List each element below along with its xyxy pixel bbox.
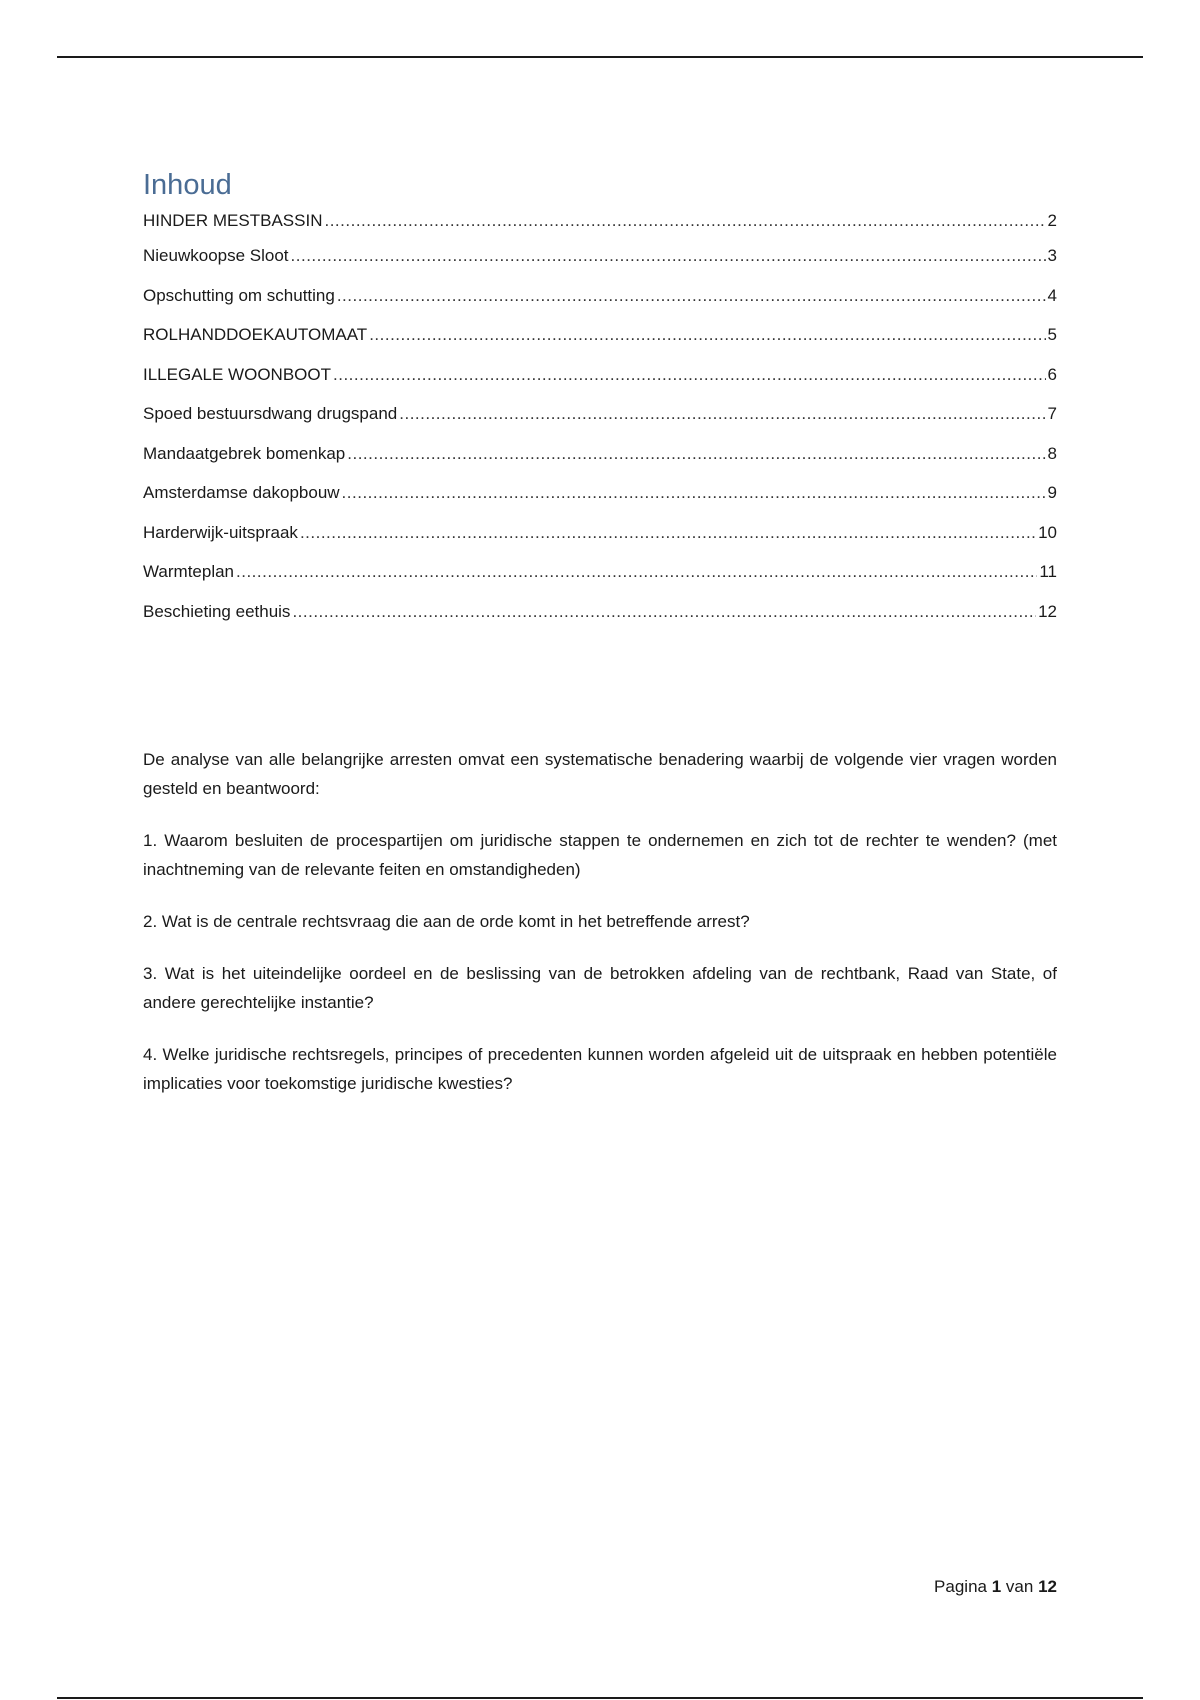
toc-entry-page: 4	[1047, 285, 1057, 305]
toc-entry-page: 3	[1047, 246, 1057, 265]
toc-leader-dots	[369, 315, 1045, 355]
toc-entry-label: Nieuwkoopse Sloot	[143, 246, 289, 265]
toc-entry-page: 10	[1038, 522, 1057, 542]
footer-current-page: 1	[991, 1577, 1002, 1596]
question-1: 1. Waarom besluiten de procespartijen om juridische stappen te ondernemen en zich tot de rechter te wenden? (met inachtneming van de relevante feiten en omstandigheden)	[143, 831, 1057, 879]
toc-leader-dots	[337, 276, 1046, 316]
toc-entry-label: Warmteplan	[143, 562, 235, 581]
page-number-footer	[934, 1577, 1057, 1597]
toc-entry[interactable]	[143, 592, 1057, 632]
toc-entry-label: Beschieting eethuis	[143, 601, 291, 621]
toc-entry[interactable]	[143, 315, 1057, 355]
footer-prefix: Pagina	[934, 1577, 987, 1596]
toc-list	[143, 206, 1057, 631]
footer-rule	[57, 1697, 1143, 1699]
toc-leader-dots	[300, 513, 1036, 553]
toc-leader-dots	[333, 355, 1046, 395]
toc-entry-page: 2	[1047, 211, 1057, 230]
question-3: 3. Wat is het uiteindelijke oordeel en de beslissing van de betrokken afdeling van de rechtbank, Raad van State, of andere gerechtelijke instantie?	[143, 964, 1057, 1012]
toc-leader-dots	[236, 552, 1037, 592]
toc-leader-dots	[347, 434, 1045, 474]
toc-entry-page: 9	[1047, 483, 1057, 502]
toc-entry-label: Spoed bestuursdwang drugspand	[143, 404, 398, 423]
toc-leader-dots	[292, 592, 1036, 632]
toc-entry-label: Harderwijk-uitspraak	[143, 522, 298, 542]
toc-entry-label: Mandaatgebrek bomenkap	[143, 443, 346, 463]
intro-text	[143, 745, 1057, 1121]
toc-entry[interactable]	[143, 473, 1057, 513]
question-2: 2. Wat is de centrale rechtsvraag die aan de orde komt in het betreffende arrest?	[143, 912, 750, 931]
footer-total-pages: 12	[1038, 1577, 1057, 1596]
toc-entry[interactable]	[143, 206, 1057, 236]
toc-entry-page: 6	[1047, 364, 1057, 384]
toc-entry-label: ILLEGALE WOONBOOT	[143, 364, 331, 384]
toc-entry-page: 7	[1047, 404, 1057, 423]
toc-leader-dots	[291, 236, 1046, 276]
toc-entry[interactable]	[143, 552, 1057, 592]
toc-entry[interactable]	[143, 236, 1057, 276]
toc-entry[interactable]	[143, 355, 1057, 395]
toc-entry[interactable]	[143, 513, 1057, 553]
toc-entry[interactable]	[143, 276, 1057, 316]
toc-entry-label: Amsterdamse dakopbouw	[143, 483, 340, 502]
toc-entry[interactable]	[143, 394, 1057, 434]
toc-entry[interactable]	[143, 434, 1057, 474]
toc-title: Inhoud	[143, 169, 232, 201]
footer-middle: van	[1005, 1577, 1034, 1596]
toc-entry-page: 8	[1047, 443, 1057, 463]
toc-entry-page: 12	[1038, 601, 1057, 621]
header-rule	[57, 56, 1143, 58]
toc-leader-dots	[342, 473, 1046, 513]
toc-leader-dots	[324, 206, 1045, 236]
toc-entry-label: Opschutting om schutting	[143, 285, 335, 305]
intro-paragraph: De analyse van alle belangrijke arresten omvat een systematische benadering waarbij de volgende vier vragen worden gesteld en beantwoord:	[143, 750, 1057, 798]
question-4: 4. Welke juridische rechtsregels, principes of precedenten kunnen worden afgeleid uit de uitspraak en hebben potentiële implicaties voor toekomstige juridische kwesties?	[143, 1045, 1057, 1093]
toc-entry-page: 5	[1047, 325, 1057, 344]
toc-entry-page: 11	[1039, 562, 1057, 581]
toc-leader-dots	[399, 394, 1045, 434]
table-of-contents	[143, 168, 1057, 631]
toc-entry-label: HINDER MESTBASSIN	[143, 211, 323, 230]
toc-entry-label: ROLHANDDOEKAUTOMAAT	[143, 325, 368, 344]
